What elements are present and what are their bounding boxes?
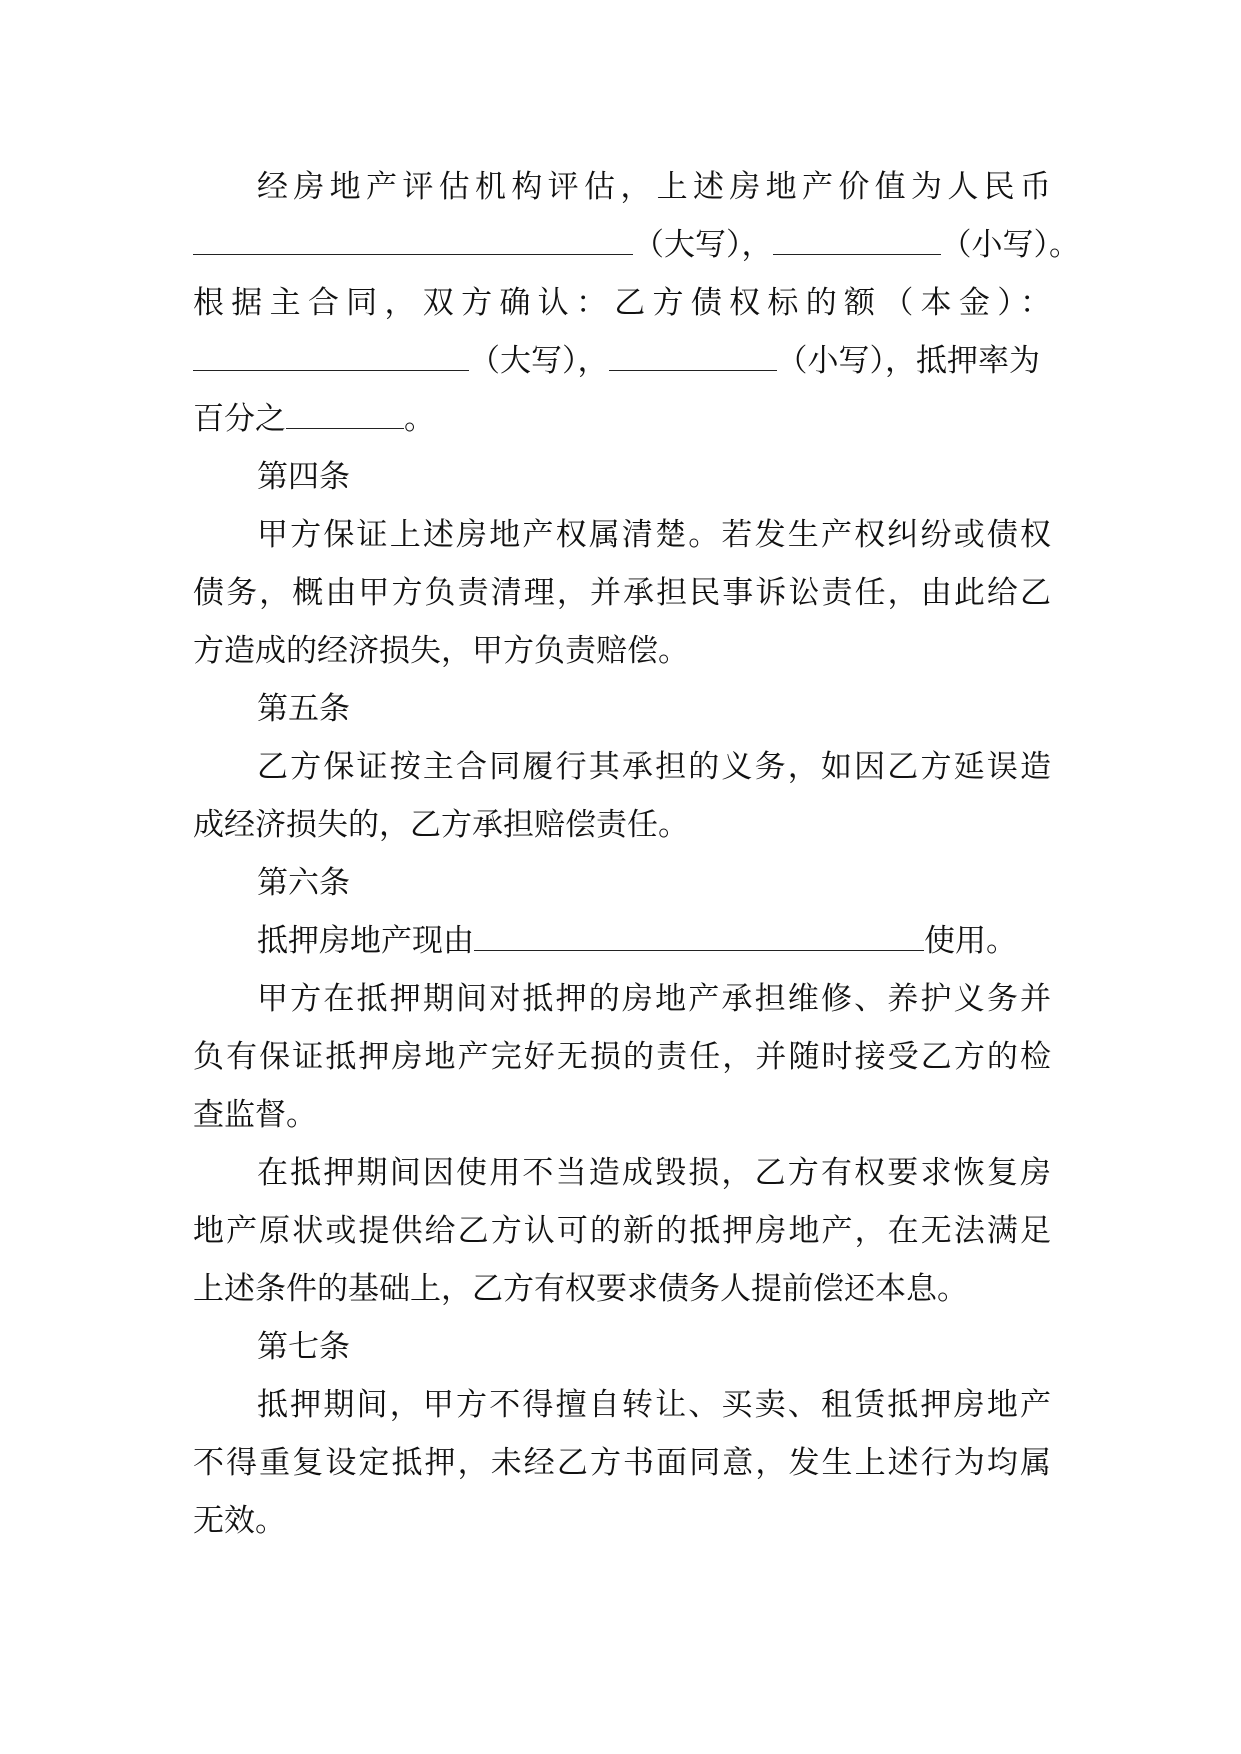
article-6-use-line (193, 912, 1051, 970)
article-6-text: 甲方在抵押期间对抵押的房地产承担维修、养护义务并 (257, 981, 1051, 1017)
user-name-blank[interactable] (474, 916, 924, 951)
percent-prefix: 百分之 (193, 401, 286, 437)
article-4-text: 甲方保证上述房地产权属清楚。若发生产权纠纷或债权 (257, 517, 1051, 553)
article-7-text: 抵押期间，甲方不得擅自转让、买卖、租赁抵押房地产 (257, 1387, 1051, 1423)
valuation-line: 经房地产评估机构评估，上述房地产价值为人民币 (257, 169, 1051, 205)
article-6-text: 上述条件的基础上，乙方有权要求债务人提前偿还本息。 (193, 1271, 968, 1307)
article-6-text: 地产原状或提供给乙方认可的新的抵押房地产，在无法满足 (193, 1213, 1051, 1249)
uppercase-label: （大写）， (469, 343, 609, 379)
article-4-text: 债务，概由甲方负责清理，并承担民事诉讼责任，由此给乙 (193, 575, 1051, 611)
article-4-title: 第四条 (257, 459, 350, 495)
mortgage-rate-blank[interactable] (286, 394, 404, 429)
use-prefix: 抵押房地产现由 (257, 923, 474, 959)
article-6-title: 第六条 (257, 865, 350, 901)
principal-line: 根据主合同，双方确认：乙方债权标的额（本金）： (193, 285, 1051, 321)
period: 。 (404, 401, 435, 437)
article-4-text: 方造成的经济损失，甲方负责赔偿。 (193, 633, 689, 669)
document-page (193, 158, 1080, 1550)
article-7-title: 第七条 (257, 1329, 350, 1365)
principal-uppercase-blank[interactable] (193, 336, 469, 371)
article-5-text: 乙方保证按主合同履行其承担的义务，如因乙方延误造 (257, 749, 1051, 785)
valuation-lowercase-blank[interactable] (773, 220, 941, 255)
lowercase-rate-label: （小写），抵押率为 (776, 343, 1040, 379)
principal-lowercase-blank[interactable] (609, 336, 777, 371)
article-5-text: 成经济损失的，乙方承担赔偿责任。 (193, 807, 689, 843)
article-5-title: 第五条 (257, 691, 350, 727)
article-7-text: 无效。 (193, 1503, 286, 1539)
article-6-text: 在抵押期间因使用不当造成毁损，乙方有权要求恢复房 (257, 1155, 1051, 1191)
use-suffix: 使用。 (924, 923, 1017, 959)
mortgage-rate-line (193, 390, 1051, 448)
lowercase-label: （小写）。 (940, 227, 1080, 263)
article-7-text: 不得重复设定抵押，未经乙方书面同意，发生上述行为均属 (193, 1445, 1051, 1481)
valuation-amount-line (193, 216, 1080, 274)
uppercase-label: （大写）， (633, 227, 773, 263)
article-6-text: 查监督。 (193, 1097, 317, 1133)
valuation-uppercase-blank[interactable] (193, 220, 633, 255)
principal-amount-line (193, 332, 1051, 390)
article-6-text: 负有保证抵押房地产完好无损的责任，并随时接受乙方的检 (193, 1039, 1051, 1075)
